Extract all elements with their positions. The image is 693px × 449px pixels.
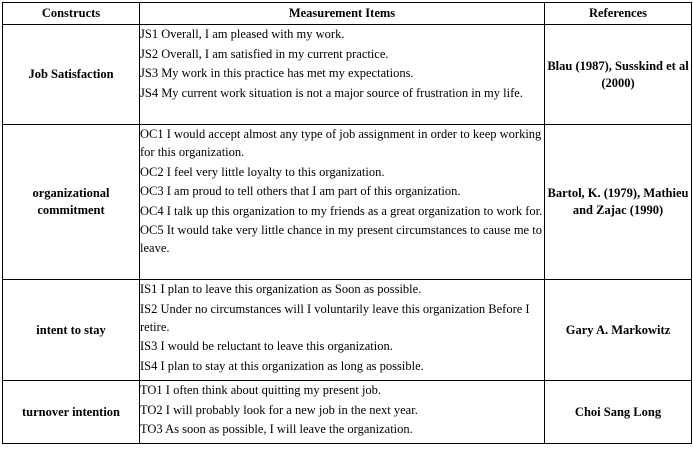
measurement-item: IS2 Under no circumstances will I voluntarily leave this organization Before I retire. bbox=[140, 301, 530, 334]
measurement-item: JS3 My work in this practice has met my expectations. bbox=[140, 66, 414, 80]
measurement-item: JS2 Overall, I am satisfied in my current practice. bbox=[140, 46, 389, 61]
header-references: References bbox=[545, 3, 692, 25]
header-measurement-items: Measurement Items bbox=[140, 3, 545, 25]
construct-cell: organizational commitment bbox=[3, 125, 140, 280]
measurement-item: OC4 I talk up this organization to my friends as a great organization to work for. bbox=[140, 203, 543, 218]
measurement-items-table bbox=[2, 2, 692, 444]
measurement-item: OC2 I feel very little loyalty to this organization. bbox=[140, 164, 385, 179]
header-row bbox=[3, 3, 692, 25]
table-row-turnover-intention bbox=[3, 381, 692, 444]
references-cell: Gary A. Markowitz bbox=[545, 280, 692, 381]
construct-cell: intent to stay bbox=[3, 280, 140, 381]
construct-cell: Job Satisfaction bbox=[3, 25, 140, 125]
measurement-item: JS1 Overall, I am pleased with my work. bbox=[140, 27, 345, 41]
measurement-item: OC5 It would take very little chance in my present circumstances to cause me to leave. bbox=[140, 223, 542, 255]
items-cell bbox=[140, 125, 545, 280]
measurement-item: TO1 I often think about quitting my present job. bbox=[140, 383, 382, 397]
measurement-item: JS4 My current work situation is not a major source of frustration in my life. bbox=[140, 85, 523, 100]
measurement-item: TO2 I will probably look for a new job in the next year. bbox=[140, 402, 418, 417]
measurement-item: IS3 I would be reluctant to leave this organization. bbox=[140, 339, 393, 353]
items-cell bbox=[140, 25, 545, 125]
construct-cell: turnover intention bbox=[3, 381, 140, 444]
references-cell: Bartol, K. (1979), Mathieu and Zajac (1990) bbox=[545, 125, 692, 280]
table-row-job-satisfaction bbox=[3, 25, 692, 125]
measurement-item: TO3 As soon as possible, I will leave the organization. bbox=[140, 422, 413, 436]
table-row-organizational-commitment bbox=[3, 125, 692, 280]
measurement-item: IS1 I plan to leave this organization as Soon as possible. bbox=[140, 282, 422, 296]
items-cell bbox=[140, 381, 545, 444]
measurement-item: OC3 I am proud to tell others that I am part of this organization. bbox=[140, 184, 461, 198]
measurement-item: OC1 I would accept almost any type of job assignment in order to keep working for this organization. bbox=[140, 127, 542, 159]
header-constructs: Constructs bbox=[3, 3, 140, 25]
references-cell: Choi Sang Long bbox=[545, 381, 692, 444]
measurement-item: IS4 I plan to stay at this organization as long as possible. bbox=[140, 358, 424, 373]
items-cell bbox=[140, 280, 545, 381]
table-row-intent-to-stay bbox=[3, 280, 692, 381]
references-cell: Blau (1987), Susskind et al (2000) bbox=[545, 25, 692, 125]
